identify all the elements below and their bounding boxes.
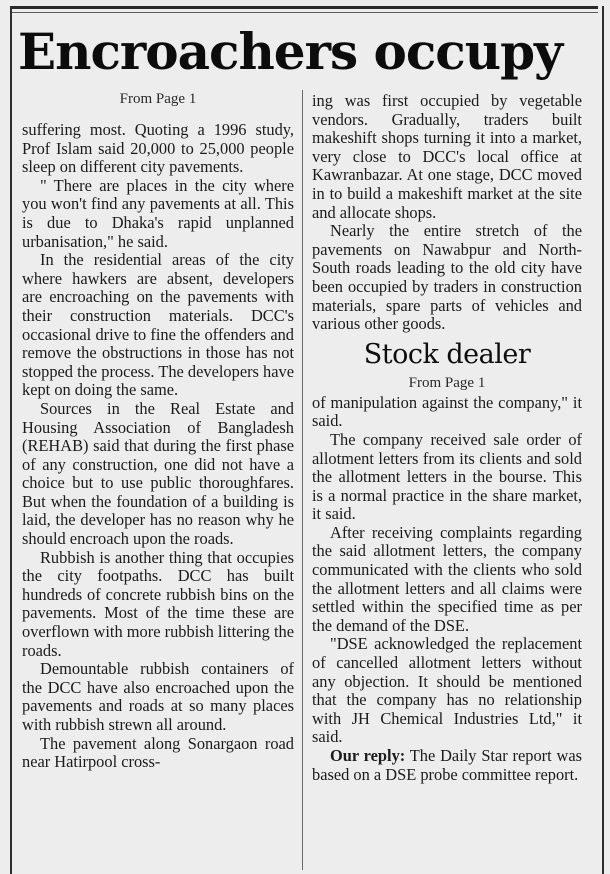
story-headline: Stock dealer <box>363 338 531 370</box>
paragraph: In the residential areas of the city where hawkers are absent, developers are encroaching on the pavements with their construction materials. DCC's occasional drive to fine the offenders and remove the obstructions in those has not stopped the process. The developers have kept on doing the same. <box>22 250 294 400</box>
paragraph: Nearly the entire stretch of the pavements on Nawabpur and North-South roads leading to the old city have been occupied by traders in construction materials, spare parts of vehicles and various other goods. <box>312 221 582 334</box>
right-border <box>602 6 604 874</box>
paragraph: suffering most. Quoting a 1996 study, Prof Islam said 20,000 to 25,000 people sleep on different city pavements. <box>22 120 294 177</box>
paragraph: Demountable rubbish containers of the DCC have also encroached upon the pavements and roads at so many places with rubbish strewn all around. <box>22 659 294 734</box>
jump-line: From Page 1 <box>408 374 486 391</box>
paragraph: ing was first occupied by vegetable vendors. Gradually, traders built makeshift shops turning it into a market, very close to DCC's local office at Kawranbazar. At one stage, DCC moved in to build a makeshift market at the site and allocate shops. <box>312 91 582 222</box>
jump-line: From Page 1 <box>119 91 197 107</box>
top-rule-thin <box>12 12 598 13</box>
reply-lead: Our reply: <box>330 746 406 765</box>
top-rule <box>12 6 598 9</box>
left-column <box>22 90 294 772</box>
paragraph: The pavement along Sonargaon road near Hatirpool cross- <box>22 733 294 772</box>
column-divider <box>302 90 303 870</box>
reply-paragraph <box>312 747 582 784</box>
paragraph: " There are places in the city where you won't find any pavements at all. This is due to Dhaka's rapid unplanned urbanisation," he said. <box>22 175 294 251</box>
paragraph: The company received sale order of allotment letters from its clients and sold the allotment letters in the bourse. This is a normal practice in the share market, it said. <box>312 429 582 524</box>
paragraph: After receiving complaints regarding the said allotment letters, the company communicated with the clients who sold the allotment letters and all claims were settled within the specified time as per the demand of the DSE. <box>312 522 582 635</box>
paragraph: Rubbish is another thing that occupies the city footpaths. DCC has built hundreds of concrete rubbish bins on the pavements. Most of the time these are overflown with more rubbish littering the roads. <box>22 547 294 660</box>
left-border <box>10 6 12 874</box>
reply-text: The Daily Star report was based on a DSE probe committee report. <box>312 746 582 784</box>
headline: Encroachers occupy <box>18 22 563 81</box>
paragraph: Sources in the Real Estate and Housing Association of Bangladesh (REHAB) said that during the first phase of any construction, one did not have a choice but to use public thoroughfares. But when the foundation of a building is laid, the developer has no reason why he should encroach upon the roads. <box>22 398 294 549</box>
paragraph: of manipulation against the company," it said. <box>312 392 582 431</box>
paragraph: "DSE acknowledged the replacement of cancelled allotment letters without any objection. It should be mentioned that the company has no relationship with JH Chemical Industries Ltd," it said. <box>312 634 582 747</box>
right-column <box>312 92 582 784</box>
